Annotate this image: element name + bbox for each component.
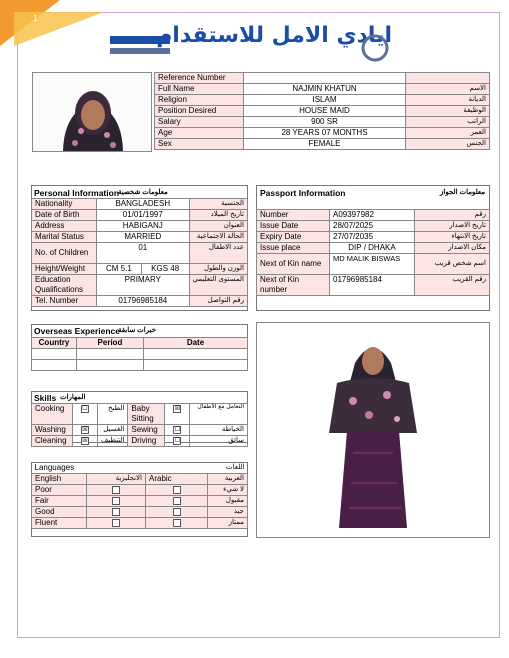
language-level-row [32,518,248,529]
profile-row-reference [155,73,490,84]
label-ar: الغسيل [98,425,128,436]
label-ar: الاسم [406,84,490,95]
skill-cooking-checkbox[interactable] [73,404,98,425]
label: Number [257,210,330,221]
overseas-title-ar: خبرات سابقة [118,327,157,334]
label-ar: الجنسية [189,199,247,210]
skills-row [32,425,248,436]
label-ar: عدد الاطفال [189,243,247,264]
label-ar: رقم [415,210,490,221]
skills-row [32,436,248,447]
language-level-row [32,496,248,507]
level-label: Fluent [32,518,87,529]
children-value: 01 [97,243,190,264]
label-ar: المستوى التعليمي [189,275,247,296]
personal-info-table [31,198,248,307]
skills-table [31,403,248,447]
english-poor-checkbox[interactable] [87,485,146,496]
label: Religion [155,95,244,106]
profile-photo [32,72,152,152]
value: NAJMIN KHATUN [244,84,406,95]
skill-sewing-label: Sewing [128,425,165,436]
checkbox-glyph: ☒ [82,426,88,433]
label: Nationality [32,199,97,210]
label-ar: تاريخ الانتهاء [415,232,490,243]
weight-value: KGS 48 [141,264,189,275]
label-ar: سائق [190,436,248,447]
label: Issue Date [257,221,330,232]
label-ar: تاريخ الميلاد [189,210,247,221]
passport-info-title-ar: معلومات الجواز [440,189,486,196]
skill-cleaning-checkbox[interactable] [73,436,98,447]
label-ar: التعامل مع الاطفال [190,404,248,425]
kin-number-value: 01796985184 [330,275,415,296]
personal-info-title-ar: معلومات شخصية [118,189,168,196]
skill-driving-checkbox[interactable] [165,436,190,447]
value: 28 YEARS 07 MONTHS [244,128,406,139]
value [244,73,406,84]
label-ar: الوزن والطول [189,264,247,275]
label: Height/Weight [32,264,97,275]
checkbox-glyph: ☐ [174,426,181,433]
label: Position Desired [155,106,244,117]
label-ar: الحالة الاجتماعية [189,232,247,243]
level-label-ar: ممتاز [208,518,248,529]
address-value: HABIGANJ [97,221,190,232]
label-ar: مكان الاصدار [415,243,490,254]
arabic-fair-checkbox[interactable] [146,496,208,507]
full-body-photo [256,322,490,538]
checkbox-glyph: ☐ [174,437,181,444]
level-label: Good [32,507,87,518]
value: 900 SR [244,117,406,128]
language-level-row [32,485,248,496]
skills-title: Skills [34,393,57,403]
level-label: Poor [32,485,87,496]
label-ar: الطبخ [98,404,128,425]
label: No. of Children [32,243,97,264]
skill-sewing-checkbox[interactable] [165,425,190,436]
skill-cleaning-label: Cleaning [32,436,73,447]
label: Issue place [257,243,330,254]
label-ar: الخياطة [190,425,248,436]
english-fluent-checkbox[interactable] [87,518,146,529]
profile-row-salary [155,117,490,128]
column-header: Period [77,338,144,349]
english-good-checkbox[interactable] [87,507,146,518]
passport-number-value: A09397982 [330,210,415,221]
english-fair-checkbox[interactable] [87,496,146,507]
dob-value: 01/01/1997 [97,210,190,221]
label-ar: الجنس [406,139,490,150]
label-ar: الوظيفة [406,106,490,117]
languages-title: Languages [34,462,75,472]
label: Age [155,128,244,139]
profile-row-religion [155,95,490,106]
skills-title-ar: المهارات [60,394,86,401]
skill-driving-label: Driving [128,436,165,447]
label: Tel. Number [32,296,97,307]
arabic-header: Arabic [146,474,208,485]
tel-value: 01796985184 [97,296,190,307]
label: Expiry Date [257,232,330,243]
profile-row-name [155,84,490,95]
level-label-ar: جيد [208,507,248,518]
label-ar: رقم القريب [415,275,490,296]
value: HOUSE MAID [244,106,406,117]
label: Salary [155,117,244,128]
logo-text: ايادي الامل للاستقدام [156,23,392,48]
profile-row-sex [155,139,490,150]
skill-babysitting-label: Baby Sitting [128,404,165,425]
overseas-table [31,337,248,371]
languages-title-ar: اللغات [226,463,245,471]
overseas-title: Overseas Experience [34,326,121,336]
level-label-ar: لا شيء [208,485,248,496]
label-ar: اسم شخص قريب [415,254,490,275]
label: Sex [155,139,244,150]
checkbox-glyph: ☒ [82,437,88,444]
skills-row [32,404,248,425]
value: FEMALE [244,139,406,150]
checkbox-glyph: ☒ [174,405,181,412]
corner-decoration-light [14,12,104,46]
table-row [32,349,248,360]
profile-table [154,72,490,150]
column-header: Date [144,338,248,349]
english-header: English [32,474,87,485]
label-ar [406,73,490,84]
height-value: CM 5.1 [97,264,142,275]
skill-babysitting-checkbox[interactable] [165,404,190,425]
label: Education Qualifications [32,275,97,296]
label-ar: الراتب [406,117,490,128]
education-value: PRIMARY [97,275,190,296]
profile-row-position [155,106,490,117]
label-ar: رقم التواصل [189,296,247,307]
level-label: Fair [32,496,87,507]
passport-info-title: Passport Information [260,188,346,198]
profile-row-age [155,128,490,139]
label: Marital Status [32,232,97,243]
page-number: 1 [33,14,38,23]
skill-washing-checkbox[interactable] [73,425,98,436]
language-level-row [32,507,248,518]
arabic-poor-checkbox[interactable] [146,485,208,496]
table-row [32,360,248,371]
skill-cooking-label: Cooking [32,404,73,425]
checkbox-glyph: ☐ [82,405,88,412]
value: ISLAM [244,95,406,106]
issue-date-value: 28/07/2025 [330,221,415,232]
languages-table [31,462,248,529]
skill-washing-label: Washing [32,425,73,436]
arabic-header-ar: العربية [208,474,248,485]
label-ar: العمر [406,128,490,139]
label: Reference Number [155,73,244,84]
label-ar: العنوان [189,221,247,232]
arabic-good-checkbox[interactable] [146,507,208,518]
label-ar: تاريخ الاصدار [415,221,490,232]
label: Full Name [155,84,244,95]
passport-info-table [256,209,490,296]
level-label-ar: مقبول [208,496,248,507]
label-ar: الديانة [406,95,490,106]
english-header-ar: الانجليزية [87,474,146,485]
company-logo [110,18,395,68]
issue-place-value: DIP / DHAKA [330,243,415,254]
label: Date of Birth [32,210,97,221]
label: Next of Kin number [257,275,330,296]
label: Address [32,221,97,232]
label-ar: التنظيف [98,436,128,447]
kin-name-value: MD MALIK BISWAS [330,254,415,275]
label: Next of Kin name [257,254,330,275]
nationality-value: BANGLADESH [97,199,190,210]
personal-info-title: Personal Information [34,188,120,198]
expiry-date-value: 27/07/2035 [330,232,415,243]
column-header: Country [32,338,77,349]
arabic-fluent-checkbox[interactable] [146,518,208,529]
marital-value: MARRIED [97,232,190,243]
